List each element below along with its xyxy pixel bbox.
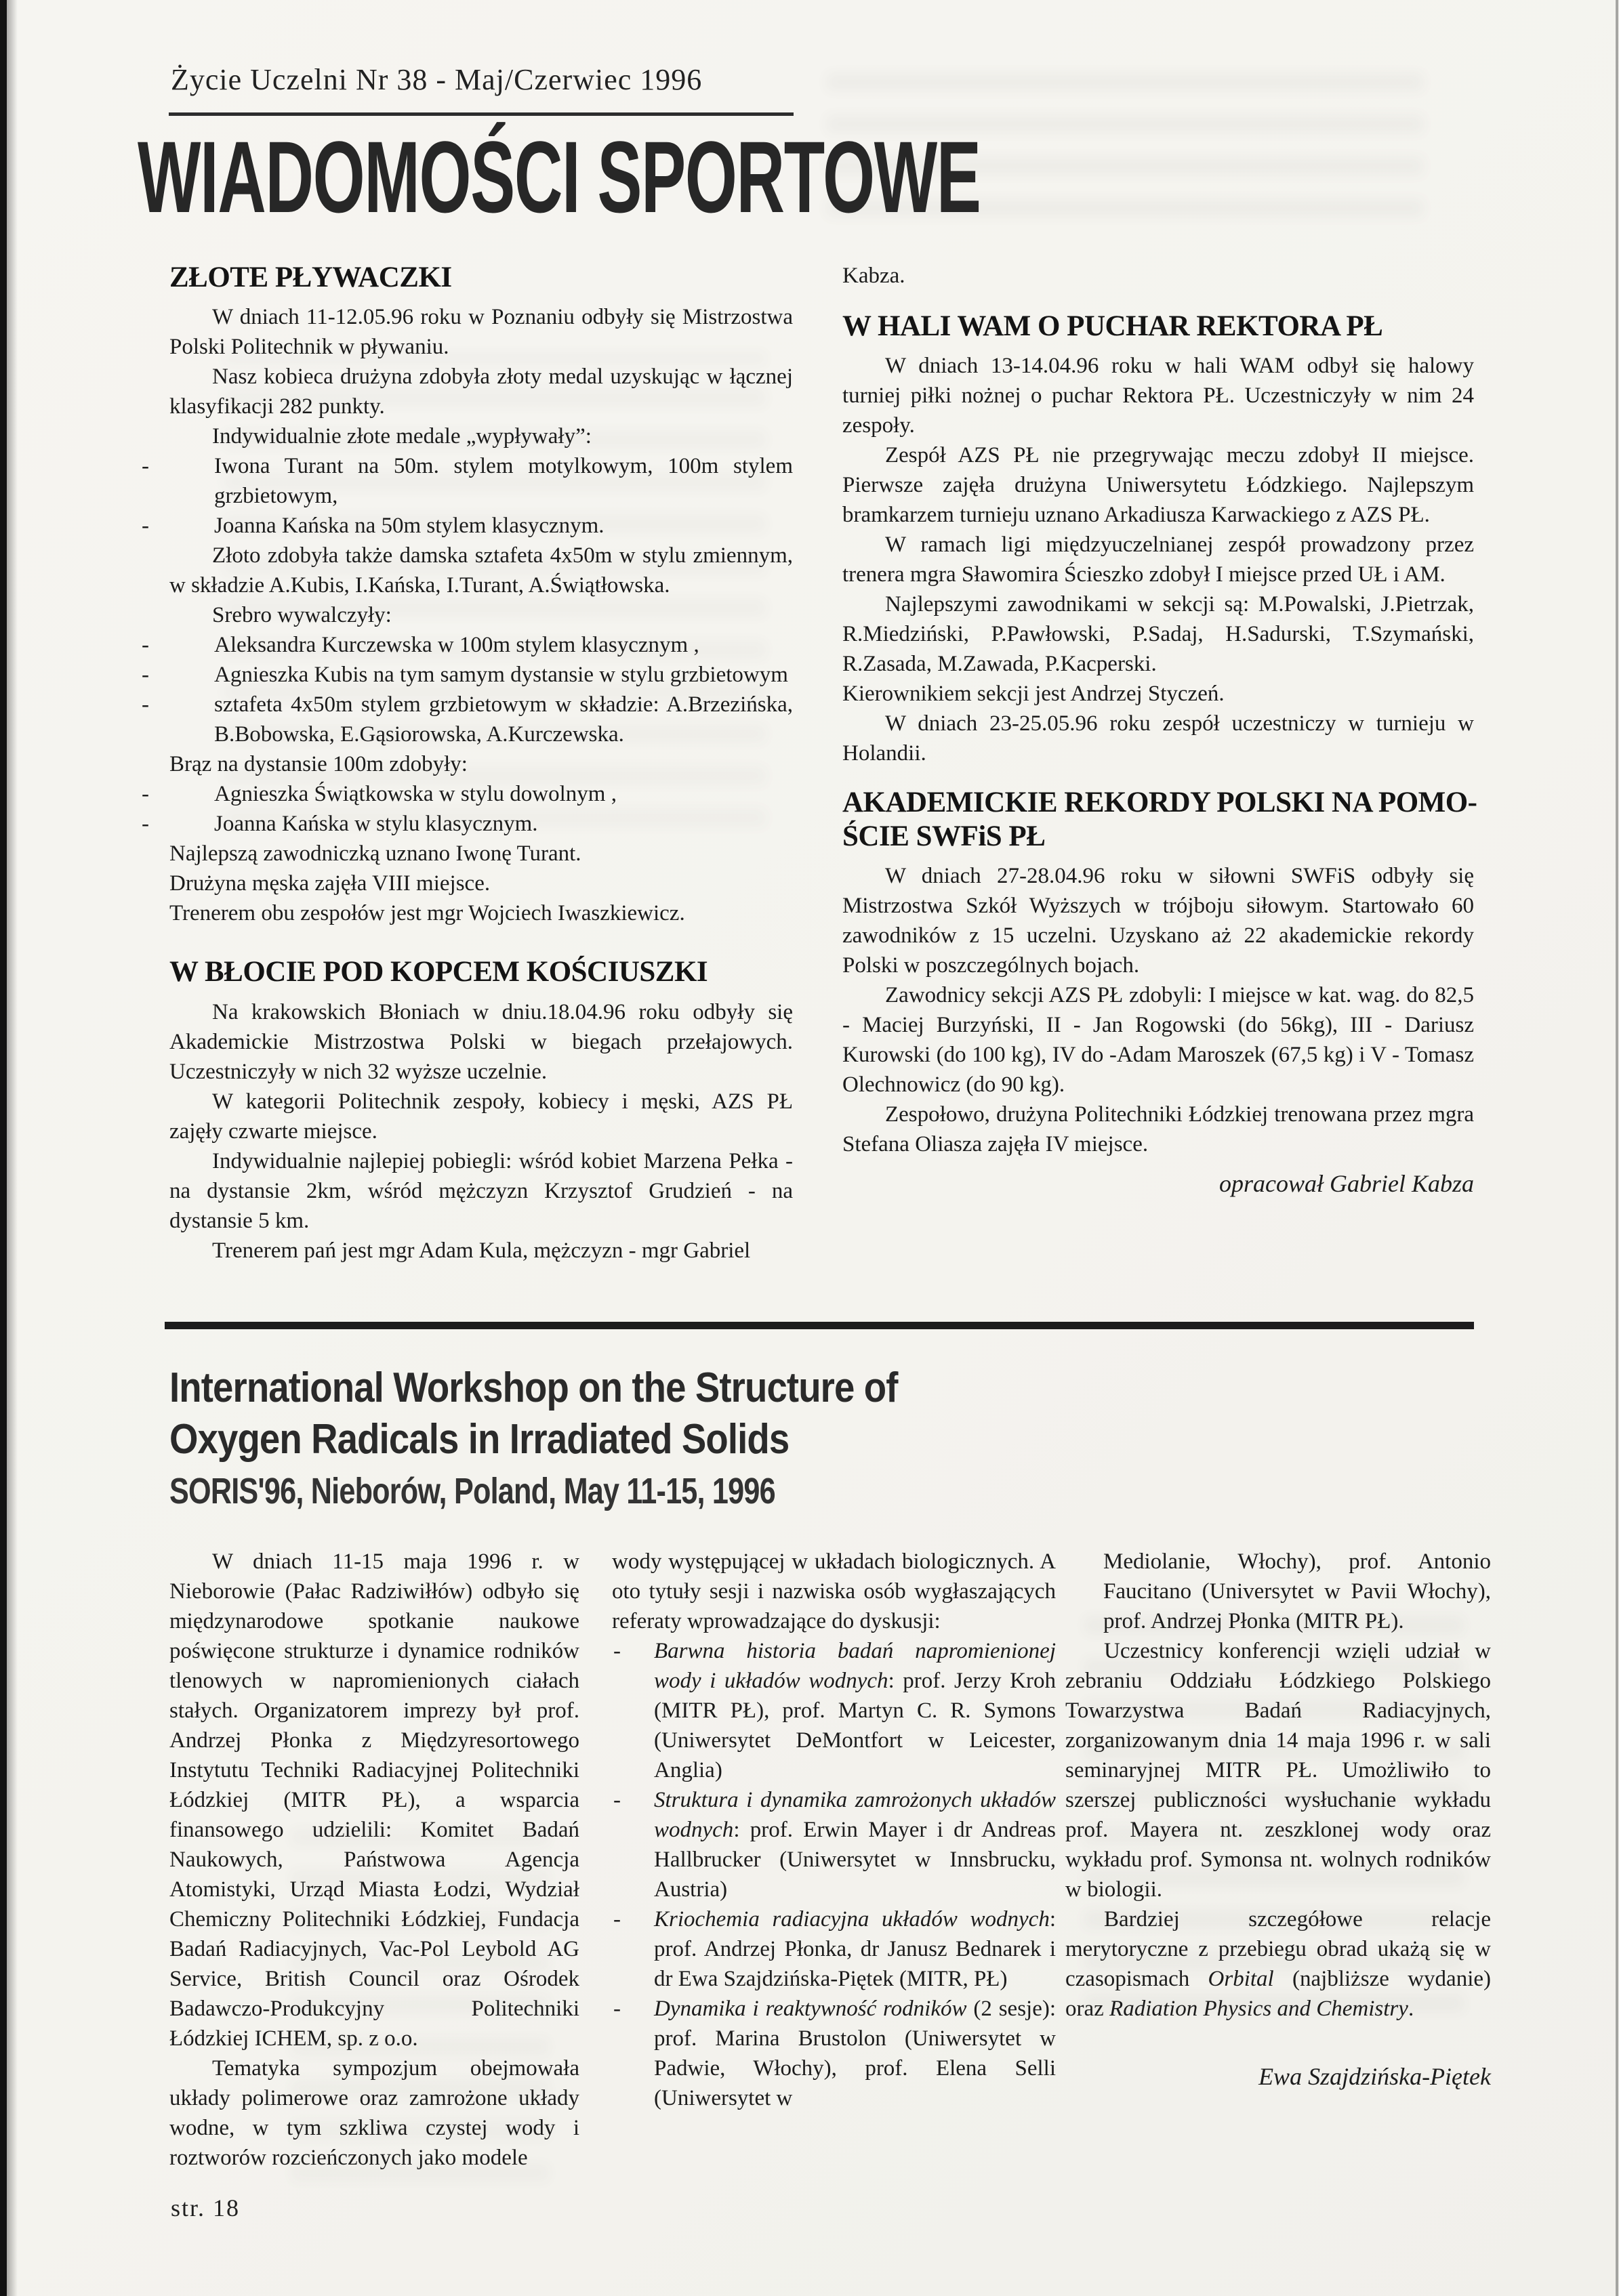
dash-marker: - <box>613 1788 621 1812</box>
session-speakers: : prof. Erwin Mayer i dr Andreas Hallbrucker (Uniwersytet w Innsbrucku, Austria) <box>654 1818 1056 1902</box>
workshop-title-line1 <box>169 1364 997 1416</box>
workshop-column-2 <box>612 1547 1056 2113</box>
list-item-text: Joanna Kańska na 50m stylem klasycznym. <box>214 514 604 539</box>
dash-marker: - <box>142 782 149 807</box>
dash-marker: - <box>142 812 149 837</box>
list-item <box>142 630 793 660</box>
paragraph: Indywidualnie najlepiej pobiegli: wśród kobiet Marzena Pełka - na dystansie 2km, wśród mężczyzn Krzysztof Grudzień - na dystansie 5 km. <box>169 1148 793 1233</box>
dash-marker: - <box>142 454 149 479</box>
byline: opracował Gabriel Kabza <box>1218 1170 1474 1198</box>
dash-marker: - <box>142 663 149 688</box>
article-heading-zlote: ZŁOTE PŁYWACZKI <box>169 262 452 293</box>
sports-right-column <box>842 261 1477 1198</box>
journal-name: Orbital <box>1208 1967 1274 1991</box>
session-speakers: : prof. Andrzej Płonka, dr Janusz Bednarek i dr Ewa Szajdzińska-Piętek (MITR, PŁ) <box>654 1907 1056 1991</box>
paragraph-carryover: wody występującej w układach biologicznych. A oto tytuły sesji i nazwiska osób wygłaszających referaty wprowadzające do dyskusji: <box>612 1549 1056 1633</box>
list-item-text: Agnieszka Kubis na tym samym dystansie w stylu grzbietowym <box>214 663 788 688</box>
paragraph: Nasz kobieca drużyna zdobyła złoty medal uzyskując w łącznej klasyfikacji 282 punkty. <box>169 364 793 419</box>
paragraph: Trenerem pań jest mgr Adam Kula, mężczyzn - mgr Gabriel <box>212 1238 751 1263</box>
paragraph: W dniach 11-15 maja 1996 r. w Nieborowie (Pałac Radziwiłłów) odbyło się międzynarodowe spotkanie naukowe poświęcone strukturze i dynamice rodników tlenowych w napromienionych ciałach stałych. Organizatorem imprezy był prof. Andrzej Płonka z Międzyresortowego Instytutu Techniki Radiacyjnej Politechniki Łódzkiej (MITR PŁ), a wsparcia finansowego udzielili: Komitet Badań Naukowych, Państwowa Agencja Atomistyki, Urząd Miasta Łodzi, Wydział Chemiczny Politechniki Łódzkiej, Fundacja Badań Radiacyjnych, Vac-Pol Leybold AG Service, British Council oraz Ośrodek Badawczo-Produkcyjny Politechniki Łódzkiej ICHEM, sp. z o.o. <box>169 1549 579 2051</box>
paragraph: Brąz na dystansie 100m zdobyły: <box>169 752 468 777</box>
paragraph: Kierownikiem sekcji jest Andrzej Styczeń. <box>842 682 1225 707</box>
byline: Ewa Szajdzińska-Piętek <box>1258 2063 1491 2090</box>
paragraph: Uczestnicy konferencji wzięli udział w zebraniu Oddziału Łódzkiego Polskiego Towarzystwa Badań Radiacyjnych, zorganizowanym dnia 14 maja 1996 r. w sali seminaryjnej MITR PŁ. Umożliwiło to szerszej publiczności wysłuchanie wykładu prof. Mayera nt. zeszklonej wody oraz wykładu prof. Symonsa nt. wolnych rodników w biologii. <box>1065 1639 1491 1902</box>
page-number: str. 18 <box>171 2194 241 2221</box>
workshop-column-1 <box>169 1547 579 2173</box>
session-list-item <box>612 1994 1056 2113</box>
session-speakers: : prof. Jerzy Kroh (MITR PŁ), prof. Martyn C. R. Symons (Uniwersytet DeMontfort w Leicester, Anglia) <box>654 1669 1056 1782</box>
paragraph: W dniach 27-28.04.96 roku w siłowni SWFiS odbyły się Mistrzostwa Szkół Wyższych w trójboju siłowym. Startowało 60 zawodników z 15 uczelni. Uzyskano aż 22 akademickie rekordy Polski w poszczególnych bojach. <box>842 864 1474 978</box>
paragraph: W kategorii Politechnik zespoły, kobiecy i męski, AZS PŁ zajęły czwarte miejsce. <box>169 1089 793 1144</box>
session-title: Barwna historia badań napromienionej wody i układów wodnych <box>654 1639 1056 1693</box>
masthead: Życie Uczelni Nr 38 - Maj/Czerwiec 1996 <box>171 63 703 96</box>
session-list-item <box>612 1636 1056 1785</box>
article-heading-rekordy-line1: AKADEMICKIE REKORDY POLSKI NA POMO- <box>842 787 1477 819</box>
workshop-title <box>169 1364 997 1519</box>
workshop-title-line3 <box>169 1467 997 1519</box>
workshop-column-3 <box>1065 1547 1491 2091</box>
list-item-text: Aleksandra Kurczewska w 100m stylem klasycznym , <box>214 633 699 658</box>
paragraph: Złoto zdobyła także damska sztafeta 4x50m w stylu zmiennym, w składzie A.Kubis, I.Kańska, I.Turant, A.Świątłowska. <box>169 543 793 598</box>
journal-name: Radiation Physics and Chemistry <box>1109 1997 1408 2021</box>
workshop-title-line1-text: International Workshop on the Structure of <box>169 1364 898 1411</box>
sports-section-title-text: WIADOMOŚCI SPORTOWE <box>138 120 981 234</box>
paragraph: Trenerem obu zespołów jest mgr Wojciech Iwaszkiewicz. <box>169 901 685 926</box>
paragraph: Zawodnicy sekcji AZS PŁ zdobyli: I miejsce w kat. wag. do 82,5 - Maciej Burzyński, II - Jan Rogowski (do 56kg), III - Dariusz Kurowski (do 100 kg), IV do -Adam Maroszek (67,5 kg) i V - Tomasz Olechnowicz (do 90 kg). <box>842 983 1474 1098</box>
session-list-item <box>612 1904 1056 1994</box>
paragraph: Najlepszymi zawodnikami w sekcji są: M.Powalski, J.Pietrzak, R.Miedziński, P.Pawłowski, P.Sadaj, H.Sadurski, T.Szymański, R.Zasada, M.Zawada, P.Kacperski. <box>842 592 1474 677</box>
session-title: Dynamika i reaktywność rodników <box>654 1997 967 2021</box>
paragraph: Na krakowskich Błoniach w dniu.18.04.96 roku odbyły się Akademickie Mistrzostwa Polski w biegach przełajowych. Uczestniczyły w nich 32 wyższe uczelnie. <box>169 999 793 1084</box>
paragraph-text: (najbliższe wydanie) oraz <box>1065 1967 1491 2021</box>
session-speakers: (2 sesje): prof. Marina Brustolon (Uniwersytet w Padwie, Włochy), prof. Elena Selli (Uniwersytet w <box>654 1997 1057 2110</box>
paragraph-carryover: Kabza. <box>842 264 905 288</box>
dash-marker: - <box>142 633 149 658</box>
paragraph-text: Bardziej szczegółowe relacje merytoryczne z przebiegu obrad ukażą się w czasopismach <box>1065 1907 1491 1991</box>
article-heading-wam: W HALI WAM O PUCHAR REKTORA PŁ <box>842 310 1383 342</box>
article-heading-blocie: W BŁOCIE POD KOPCEM KOŚCIUSZKI <box>169 956 708 988</box>
section-divider <box>165 1322 1474 1329</box>
list-item-text: sztafeta 4x50m stylem grzbietowym w składzie: A.Brzezińska, B.Bobowska, E.Gąsiorowska, A.Kurczewska. <box>214 692 793 747</box>
paragraph: Najlepszą zawodniczką uznano Iwonę Turant. <box>169 841 581 867</box>
scanner-edge-right <box>1616 0 1618 2296</box>
paragraph: W ramach ligi międzyuczelnianej zespół prowadzony przez trenera mgra Sławomira Ścieszko zdobył I miejsce przed UŁ i AM. <box>842 533 1474 587</box>
list-item <box>142 660 793 690</box>
paragraph: W dniach 11-12.05.96 roku w Poznaniu odbyły się Mistrzostwa Polski Politechnik w pływaniu. <box>169 305 793 360</box>
session-title: Struktura i dynamika zamrożonych układów wodnych <box>654 1788 1056 1842</box>
dash-marker: - <box>613 1997 621 2021</box>
list-item-text: Iwona Turant na 50m. stylem motylkowym, 100m stylem grzbietowym, <box>214 454 793 509</box>
list-item-text: Joanna Kańska w stylu klasycznym. <box>214 812 538 837</box>
session-title: Kriochemia radiacyjna układów wodnych <box>654 1907 1050 1932</box>
article-heading-rekordy-line2: ŚCIE SWFiS PŁ <box>842 820 1046 852</box>
session-list-item <box>612 1785 1056 1904</box>
scanner-edge-left-shadow <box>7 0 18 2296</box>
paragraph-text: . <box>1408 1997 1414 2021</box>
dash-marker: - <box>613 1907 621 1932</box>
dash-marker: - <box>142 692 149 717</box>
paragraph: Tematyka sympozjum obejmowała układy polimerowe oraz zamrożone układy wodne, w tym szkliwa czystej wody i roztworów rozcieńczonych jako modele <box>169 2056 579 2170</box>
masthead-rule <box>169 112 794 116</box>
paragraph: Zespół AZS PŁ nie przegrywając meczu zdobył II miejsce. Pierwsze zajęła drużyna Uniwersytetu Łódzkiego. Najlepszym bramkarzem turnieju uznano Arkadiusza Karwackiego z AZS PŁ. <box>842 443 1474 528</box>
list-item-text: Agnieszka Świątkowska w stylu dowolnym , <box>214 782 617 807</box>
sports-left-column <box>142 261 793 1266</box>
list-item <box>142 809 793 839</box>
list-item <box>142 451 793 511</box>
list-item <box>142 779 793 809</box>
list-item <box>142 690 793 749</box>
paragraph: Zespołowo, drużyna Politechniki Łódzkiej trenowana przez mgra Stefana Oliasza zajęła IV miejsce. <box>842 1102 1474 1157</box>
paragraph: Drużyna męska zajęła VIII miejsce. <box>169 871 491 896</box>
paragraph-carryover: Mediolanie, Włochy), prof. Antonio Faucitano (Universytet w Pavii Włochy), prof. Andrzej Płonka (MITR PŁ). <box>1103 1549 1491 1633</box>
dash-marker: - <box>142 514 149 539</box>
workshop-title-line3-text: SORIS'96, Nieborów, Poland, May 11-15, 1996 <box>169 1471 775 1511</box>
paragraph: Srebro wywalczyły: <box>212 603 392 628</box>
dash-marker: - <box>613 1639 621 1663</box>
workshop-title-line2 <box>169 1416 997 1467</box>
sports-section-title <box>138 120 1414 234</box>
paragraph: W dniach 23-25.05.96 roku zespół uczestniczy w turnieju w Holandii. <box>842 711 1474 766</box>
paragraph <box>1065 1904 1491 2024</box>
paragraph: Indywidualnie złote medale „wypływały”: <box>212 424 592 449</box>
workshop-title-line2-text: Oxygen Radicals in Irradiated Solids <box>169 1416 790 1463</box>
paragraph: W dniach 13-14.04.96 roku w hali WAM odbył się halowy turniej piłki nożnej o puchar Rektora PŁ. Uczestniczyły w nim 24 zespoły. <box>842 354 1474 438</box>
scanner-edge-left <box>0 0 7 2296</box>
list-item <box>142 511 793 541</box>
